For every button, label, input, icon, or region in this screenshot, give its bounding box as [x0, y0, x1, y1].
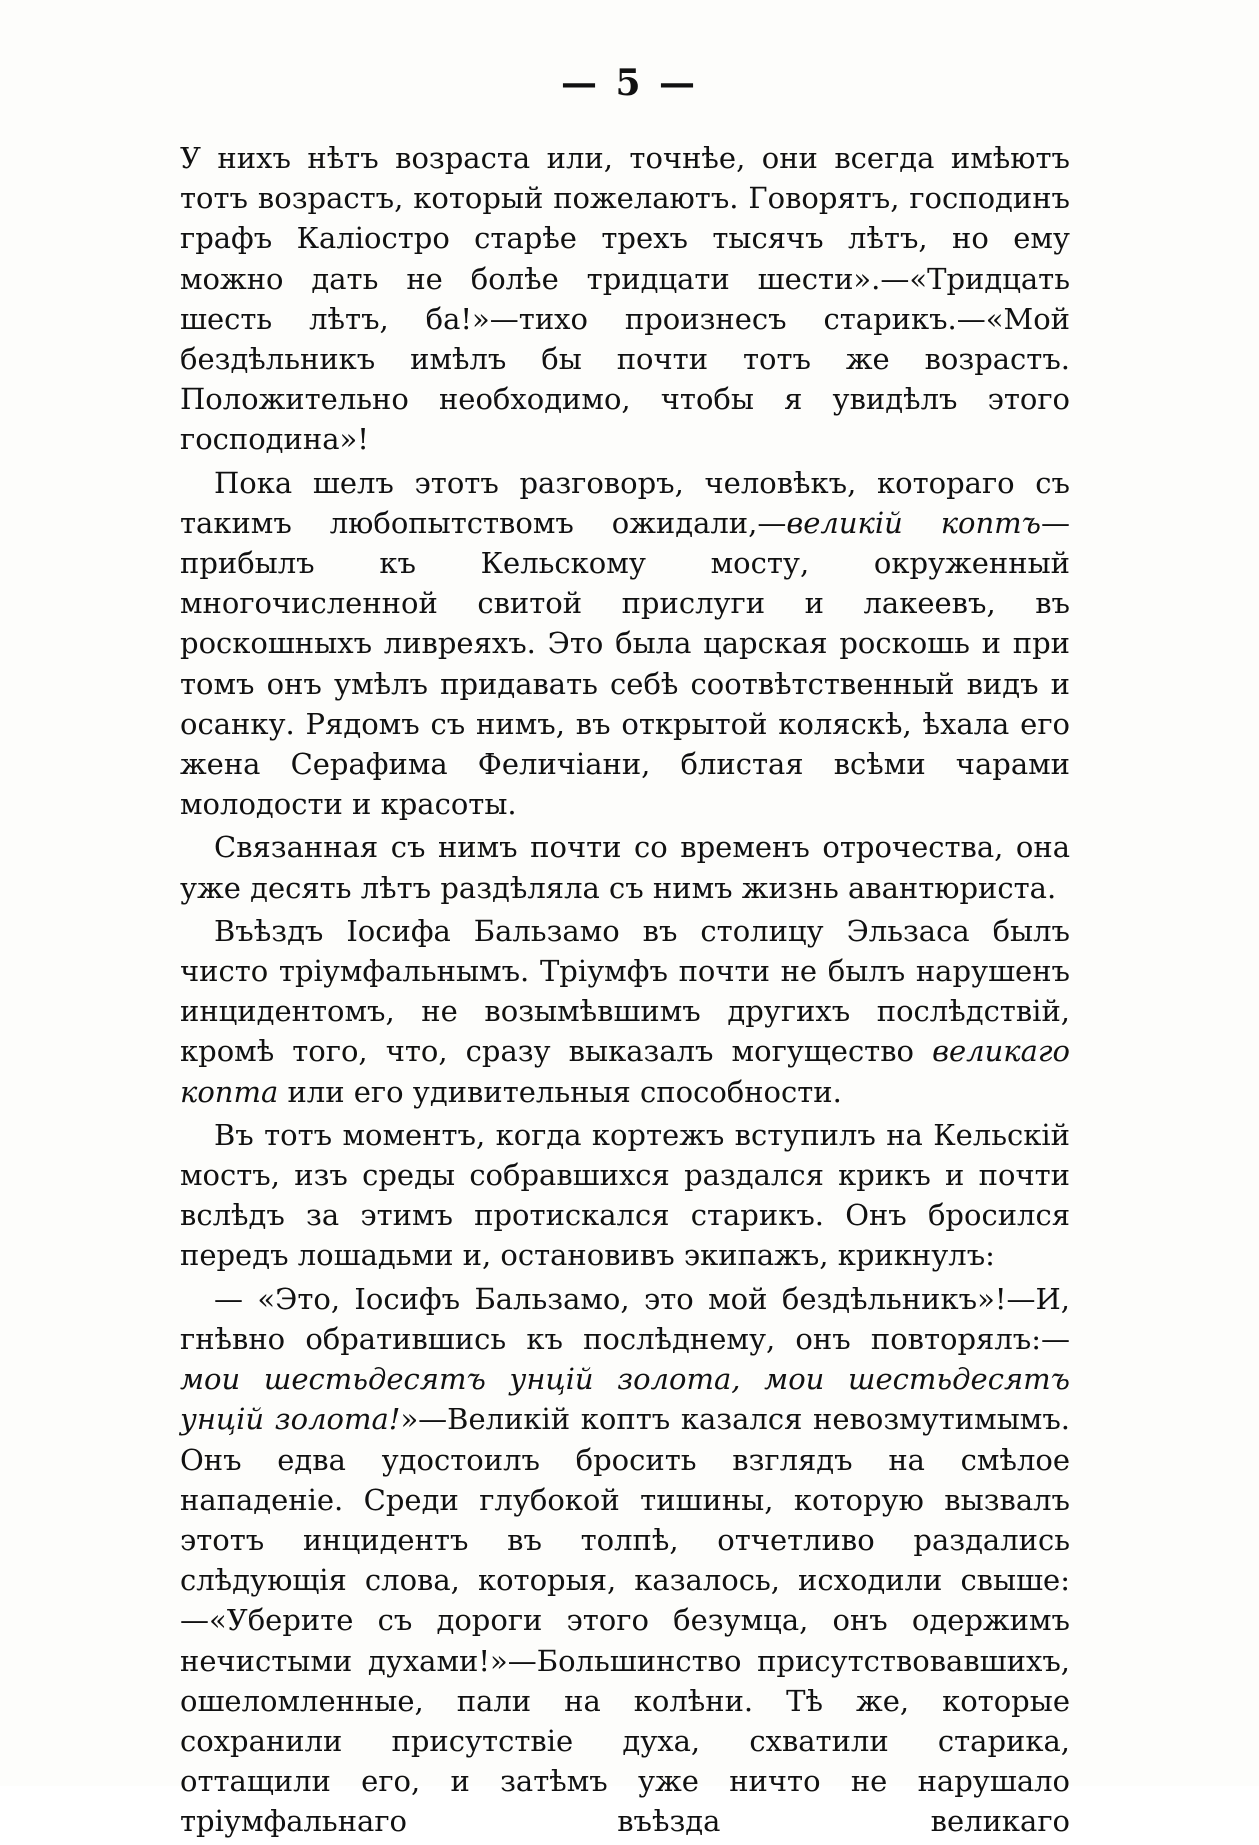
text-run: — «Это, Іосифъ Бальзамо, это мой бездѣльникъ»!—И, гнѣвно обратившись къ послѣднему, онъ повторялъ:—: [180, 1281, 1070, 1356]
text-run: —прибылъ къ Кельскому мосту, окруженный многочисленной свитой прислуги и лакеевъ, въ роскошныхъ ливреяхъ. Это была царская роскошь и при томъ онъ умѣлъ придавать себѣ соотвѣтственный видъ и осанку. Рядомъ съ нимъ, въ открытой коляскѣ, ѣхала его жена Серафима Феличіани, блистая всѣми чарами молодости и красоты.: [180, 505, 1070, 822]
italic-phrase: великій коптъ: [786, 505, 1041, 540]
italic-phrase: мои шестьдесятъ унцій золота, мои шестьдесятъ унцій золота!: [180, 1362, 1070, 1437]
text-run: У нихъ нѣтъ возраста или, точнѣе, они всегда имѣютъ тотъ возрастъ, который пожелаютъ. Говорятъ, господинъ графъ Каліостро старѣе трехъ тысячъ лѣтъ, но ему можно дать не болѣе тридцати шести».—«Тридцать шесть лѣтъ, ба!»—тихо произнесъ старикъ.—«Мой бездѣльникъ имѣлъ бы почти тотъ же возрастъ. Положительно необходимо, чтобы я увидѣлъ этого господина»!: [180, 141, 1070, 457]
paragraph-2: [180, 463, 1070, 825]
text-run: »—Великій коптъ казался невозмутимымъ. Онъ едва удостоилъ бросить взглядъ на смѣлое нападеніе. Среди глубокой тишины, которую вызвалъ этотъ инцидентъ въ толпѣ, отчетливо раздались слѣдующія слова, которыя, казалось, исходили свыше:—«Уберите съ дороги этого безумца, онъ одержимъ нечистыми духами!»—Большинство присутствовавшихъ, ошеломленные, пали на колѣни. Тѣ же, которые сохранили присутствіе духа, схватили старика, оттащили его, и затѣмъ уже ничто не нарушало тріумфальнаго въѣзда великаго: [180, 1402, 1070, 1839]
body-text: [180, 138, 1070, 1845]
italic-phrase: великаго копта: [180, 1034, 1070, 1109]
text-run: или его удивительныя способности.: [278, 1074, 842, 1109]
text-run: Въ тотъ моментъ, когда кортежъ вступилъ на Кельскій мостъ, изъ среды собравшихся раздался крикъ и почти вслѣдъ за этимъ протискался старикъ. Онъ бросился передъ лошадьми и, остановивъ экипажъ, крикнулъ:: [180, 1117, 1070, 1273]
paragraph-3: [180, 827, 1070, 907]
paragraph-5: [180, 1115, 1070, 1276]
text-run: Связанная съ нимъ почти со временъ отрочества, она уже десять лѣтъ раздѣляла съ нимъ жизнь авантюриста.: [180, 830, 1070, 905]
text-run: Въѣздъ Іосифа Бальзамо въ столицу Эльзаса былъ чисто тріумфальнымъ. Тріумфъ почти не былъ нарушенъ инцидентомъ, не возымѣвшимъ другихъ послѣдствій, кромѣ того, что, сразу выказалъ могущество: [180, 913, 1070, 1069]
text-run: Пока шелъ этотъ разговоръ, человѣкъ, котораго съ такимъ любопытствомъ ожидали,—: [180, 465, 1070, 540]
paragraph-6: [180, 1279, 1070, 1842]
paragraph-4: [180, 911, 1070, 1112]
paragraph-1: [180, 138, 1070, 460]
page-number: — 5 —: [560, 62, 699, 104]
